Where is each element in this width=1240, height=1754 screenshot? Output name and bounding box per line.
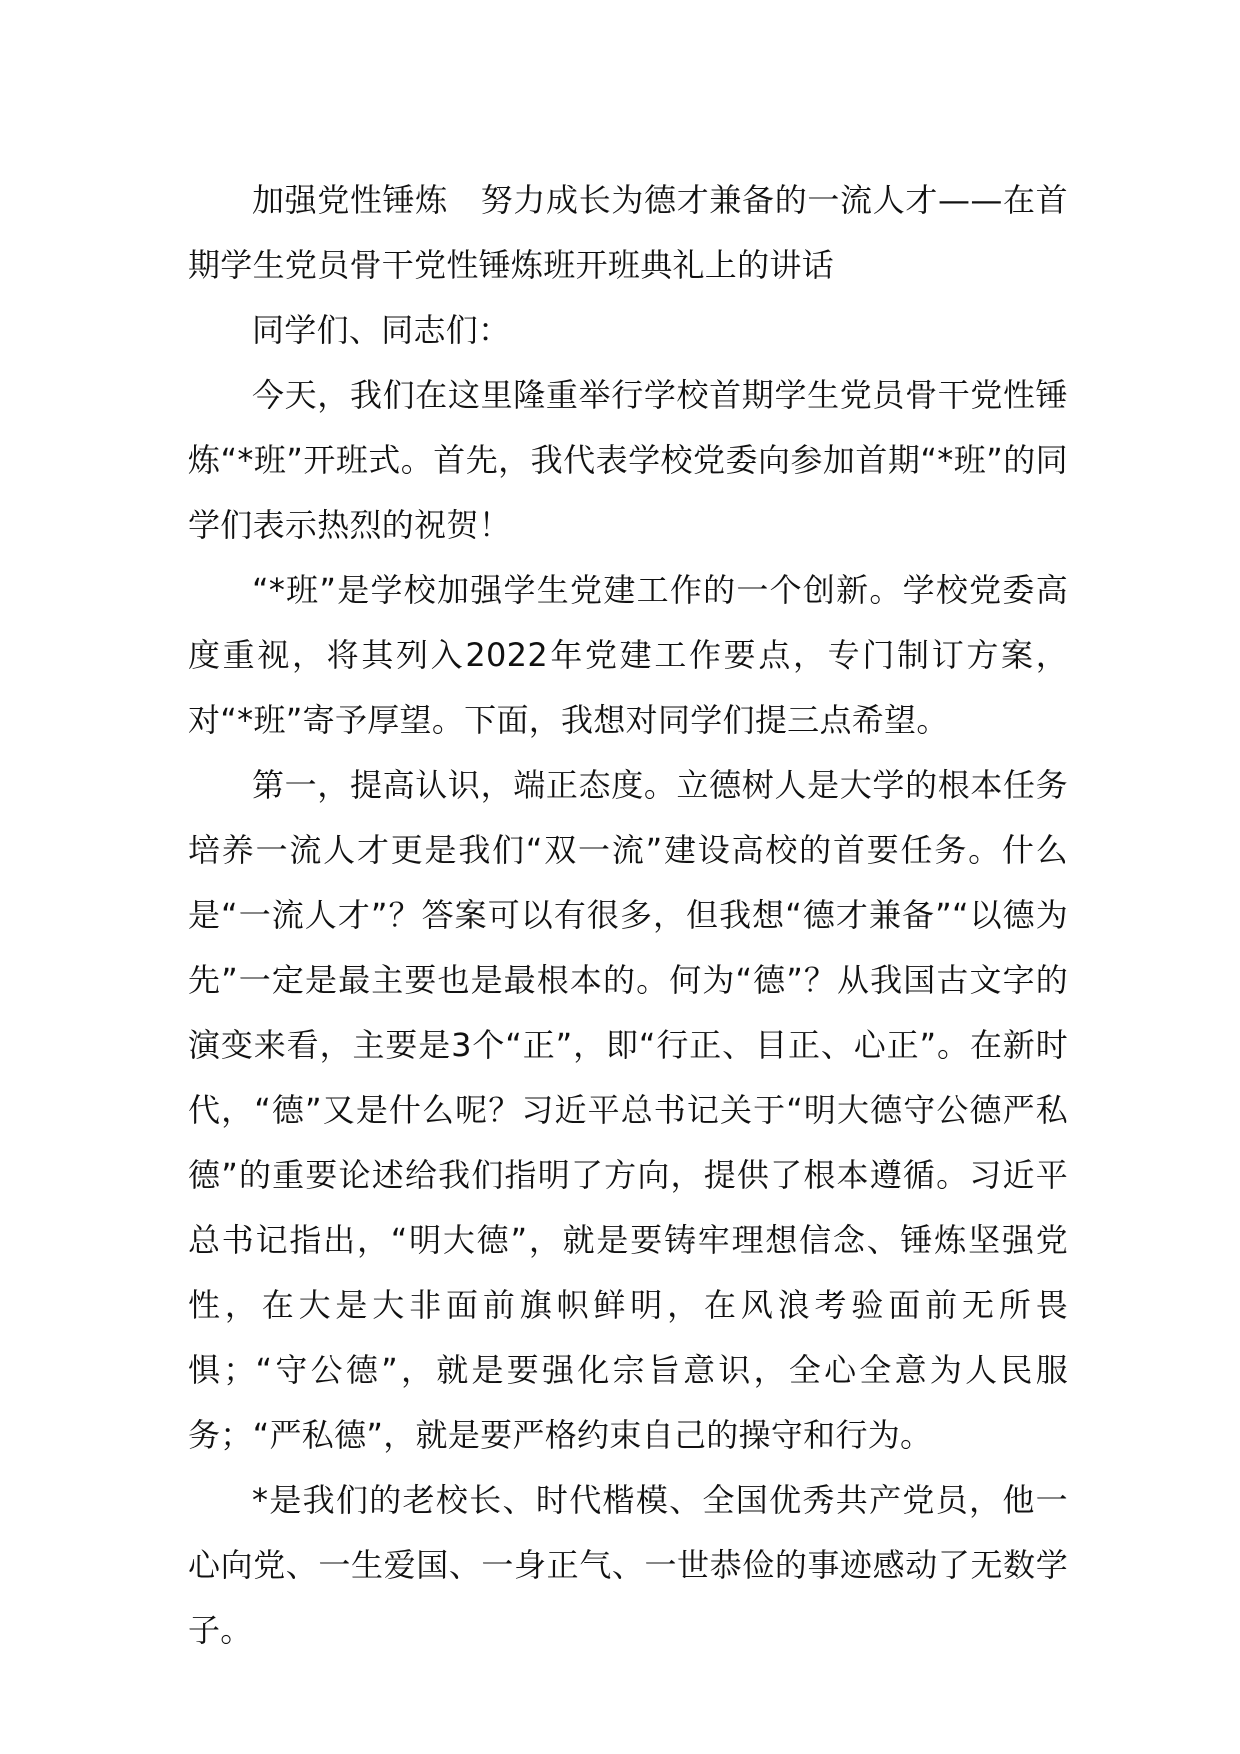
opening-paragraph: 今天，我们在这里隆重举行学校首期学生党员骨干党性锤炼“*班”开班式。首先，我代表学校党委向参加首期“*班”的同学们表示热烈的祝贺！	[188, 376, 1068, 544]
first-hope-paragraph: 第一，提高认识，端正态度。立德树人是大学的根本任务培养一流人才更是我们“双一流”建设高校的首要任务。什么是“一流人才”？答案可以有很多，但我想“德才兼备”“以德为先”一定是最主要也是最根本的。何为“德”？从我国古文字的演变来看，主要是3个“正”，即“行正、目正、心正”。在新时代，“德”又是什么呢？习近平总书记关于“明大德守公德严私德”的重要论述给我们指明了方向，提供了根本遵循。习近平总书记指出，“明大德”，就是要铸牢理想信念、锤炼坚强党性，在大是大非面前旗帜鲜明，在风浪考验面前无所畏惧；“守公德”，就是要强化宗旨意识，全心全意为人民服务；“严私德”，就是要严格约束自己的操守和行为。	[188, 766, 1068, 1454]
document-title: 加强党性锤炼 努力成长为德才兼备的一流人才——在首期学生党员骨干党性锤炼班开班典礼上的讲话	[188, 181, 1068, 284]
document-body	[188, 168, 1068, 1663]
salutation-paragraph: 同学们、同志们：	[252, 311, 511, 349]
former-president-paragraph: *是我们的老校长、时代楷模、全国优秀共产党员，他一心向党、一生爱国、一身正气、一世恭俭的事迹感动了无数学子。	[188, 1481, 1068, 1649]
innovation-paragraph: “*班”是学校加强学生党建工作的一个创新。学校党委高度重视，将其列入2022年党建工作要点，专门制订方案，对“*班”寄予厚望。下面，我想对同学们提三点希望。	[188, 571, 1068, 739]
